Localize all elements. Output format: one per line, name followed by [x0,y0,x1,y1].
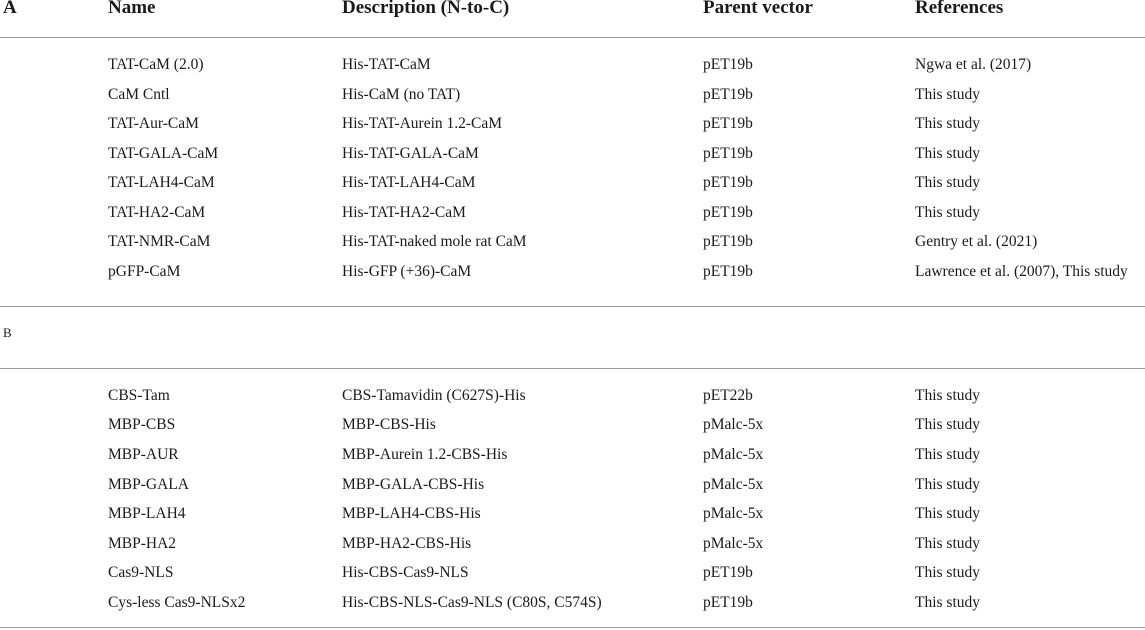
cell-vector: pMalc-5x [703,446,764,463]
cell-reference: This study [915,416,981,433]
column-header-description: Description (N-to-C) [342,0,510,18]
cell-name: MBP-CBS [108,416,176,433]
cell-name: TAT-HA2-CaM [108,204,206,221]
cell-vector: pET19b [703,204,753,221]
cell-reference: This study [915,476,981,493]
cell-description: MBP-HA2-CBS-His [342,535,472,552]
cell-description: His-TAT-HA2-CaM [342,204,466,221]
cell-name: TAT-CaM (2.0) [108,56,204,73]
cell-vector: pMalc-5x [703,476,764,493]
cell-vector: pMalc-5x [703,535,764,552]
cell-reference: This study [915,594,981,611]
cell-description: MBP-CBS-His [342,416,436,433]
table-bottom-rule [0,627,1145,628]
section-a-divider [0,306,1145,307]
cell-name: MBP-LAH4 [108,505,186,522]
cell-name: pGFP-CaM [108,263,181,280]
cell-description: His-TAT-CaM [342,56,431,73]
cell-description: His-TAT-Aurein 1.2-CaM [342,115,503,132]
cell-reference: Gentry et al. (2021) [915,233,1038,250]
column-header-parent-vector: Parent vector [703,0,813,18]
cell-reference: This study [915,387,981,404]
cell-description: MBP-Aurein 1.2-CBS-His [342,446,508,463]
cell-vector: pET19b [703,594,753,611]
cell-description: His-TAT-naked mole rat CaM [342,233,527,250]
cell-vector: pET22b [703,387,753,404]
cell-reference: This study [915,115,981,132]
cell-reference: This study [915,505,981,522]
cell-name: TAT-LAH4-CaM [108,174,215,191]
cell-description: His-TAT-LAH4-CaM [342,174,476,191]
cell-description: MBP-LAH4-CBS-His [342,505,481,522]
cell-name: CBS-Tam [108,387,170,404]
cell-description: His-CBS-NLS-Cas9-NLS (C80S, C574S) [342,594,602,611]
column-header-name: Name [108,0,156,18]
cell-description: CBS-Tamavidin (C627S)-His [342,387,526,404]
header-divider [0,37,1145,38]
cell-vector: pET19b [703,564,753,581]
cell-reference: Ngwa et al. (2017) [915,56,1032,73]
section-b-divider [0,368,1145,369]
cell-vector: pMalc-5x [703,505,764,522]
cell-name: TAT-NMR-CaM [108,233,211,250]
cell-vector: pMalc-5x [703,416,764,433]
cell-name: MBP-HA2 [108,535,177,552]
cell-name: Cys-less Cas9-NLSx2 [108,594,246,611]
cell-vector: pET19b [703,174,753,191]
cell-reference: This study [915,535,981,552]
cell-description: His-CaM (no TAT) [342,86,461,103]
cell-vector: pET19b [703,145,753,162]
cell-name: MBP-AUR [108,446,179,463]
cell-name: MBP-GALA [108,476,189,493]
column-header-references: References [915,0,1004,18]
cell-reference: This study [915,564,981,581]
cell-reference: This study [915,174,981,191]
cell-name: TAT-GALA-CaM [108,145,219,162]
cell-description: His-CBS-Cas9-NLS [342,564,469,581]
cell-reference: This study [915,145,981,162]
cell-vector: pET19b [703,233,753,250]
cell-reference: This study [915,446,981,463]
section-a-label: A [3,0,17,18]
cell-reference: This study [915,86,981,103]
cell-vector: pET19b [703,86,753,103]
cell-reference: This study [915,204,981,221]
section-b-label: B [3,325,12,340]
cell-vector: pET19b [703,263,753,280]
cell-vector: pET19b [703,115,753,132]
cell-reference: Lawrence et al. (2007), This study [915,263,1128,280]
cell-description: His-GFP (+36)-CaM [342,263,472,280]
cell-name: Cas9-NLS [108,564,174,581]
cell-name: TAT-Aur-CaM [108,115,199,132]
cell-vector: pET19b [703,56,753,73]
cell-name: CaM Cntl [108,86,170,103]
cell-description: MBP-GALA-CBS-His [342,476,485,493]
cell-description: His-TAT-GALA-CaM [342,145,479,162]
